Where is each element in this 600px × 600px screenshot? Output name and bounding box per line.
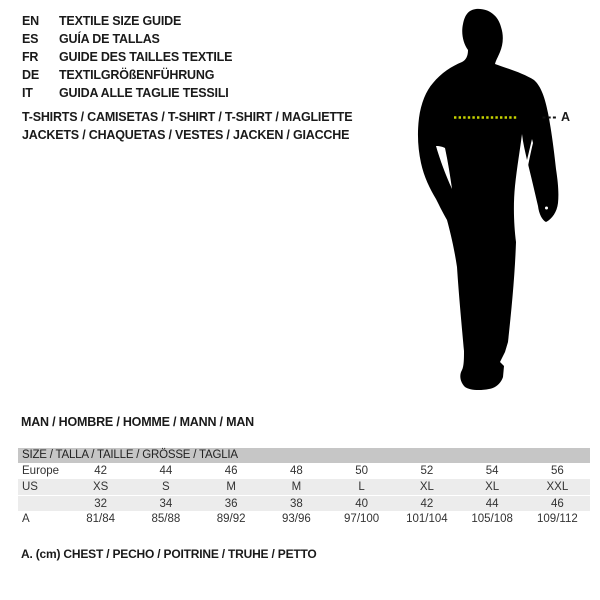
language-code: IT	[22, 86, 33, 100]
cell: 42	[94, 465, 108, 477]
cell: 109/112	[537, 513, 578, 525]
row-label: US	[22, 481, 38, 493]
cell: 93/96	[281, 513, 311, 525]
cell: M	[226, 481, 236, 493]
garment-type-tshirts: T-SHIRTS / CAMISETAS / T-SHIRT / T-SHIRT / MAGLIETTE	[22, 110, 353, 124]
cell: XL	[485, 481, 500, 493]
cell: XXL	[546, 481, 569, 493]
row-label: Europe	[22, 465, 60, 477]
cell: 52	[420, 465, 434, 477]
garment-type-jackets: JACKETS / CHAQUETAS / VESTES / JACKEN / GIACCHE	[22, 128, 350, 142]
cell: 46	[224, 465, 238, 477]
table-row-europe	[18, 463, 590, 479]
cell: 44	[485, 497, 499, 510]
cell: 46	[550, 497, 564, 510]
cell: 97/100	[344, 513, 380, 525]
measurement-footnote: A. (cm) CHEST / PECHO / POITRINE / TRUHE / PETTO	[21, 547, 317, 561]
language-code: FR	[22, 50, 39, 64]
cell: S	[162, 481, 170, 493]
row-label: A	[22, 513, 30, 525]
cell: 36	[224, 497, 238, 510]
cell: 48	[289, 465, 303, 477]
cell: 85/88	[151, 513, 181, 525]
language-label: GUÍA DE TALLAS	[59, 32, 160, 46]
man-silhouette-body	[418, 9, 558, 390]
language-label: GUIDA ALLE TAGLIE TESSILI	[59, 86, 229, 100]
language-code: DE	[22, 68, 39, 82]
cell: 101/104	[406, 513, 448, 525]
cell: 56	[550, 465, 564, 477]
cell: XS	[92, 481, 109, 493]
language-code: EN	[22, 14, 39, 28]
section-title: MAN / HOMBRE / HOMME / MANN / MAN	[21, 415, 254, 429]
cell: 42	[420, 497, 434, 510]
language-label: TEXTILE SIZE GUIDE	[59, 14, 182, 28]
cell: L	[358, 481, 365, 493]
cell: 105/108	[471, 513, 513, 525]
hand-gap	[545, 207, 548, 210]
cell: 54	[485, 465, 499, 477]
cell: 81/84	[86, 513, 116, 525]
cell: 50	[355, 465, 369, 477]
language-code: ES	[22, 32, 39, 46]
cell: 34	[159, 497, 173, 510]
language-label: GUIDE DES TAILLES TEXTILE	[59, 50, 233, 64]
cell: 89/92	[216, 513, 246, 525]
cell: 40	[355, 497, 369, 510]
measurement-a-label: A	[561, 110, 571, 124]
cell: M	[291, 481, 302, 493]
cell: 44	[159, 465, 173, 477]
cell: XL	[419, 481, 434, 493]
language-label: TEXTILGRÖßENFÜHRUNG	[59, 68, 215, 82]
table-row-us	[18, 479, 590, 495]
table-row-numeric	[18, 495, 590, 511]
size-table	[18, 448, 590, 527]
cell: 38	[289, 497, 303, 510]
table-row-chest-a	[18, 511, 590, 527]
cell: 32	[94, 497, 108, 510]
table-header: SIZE / TALLA / TAILLE / GRÖSSE / TAGLIA	[18, 448, 590, 463]
